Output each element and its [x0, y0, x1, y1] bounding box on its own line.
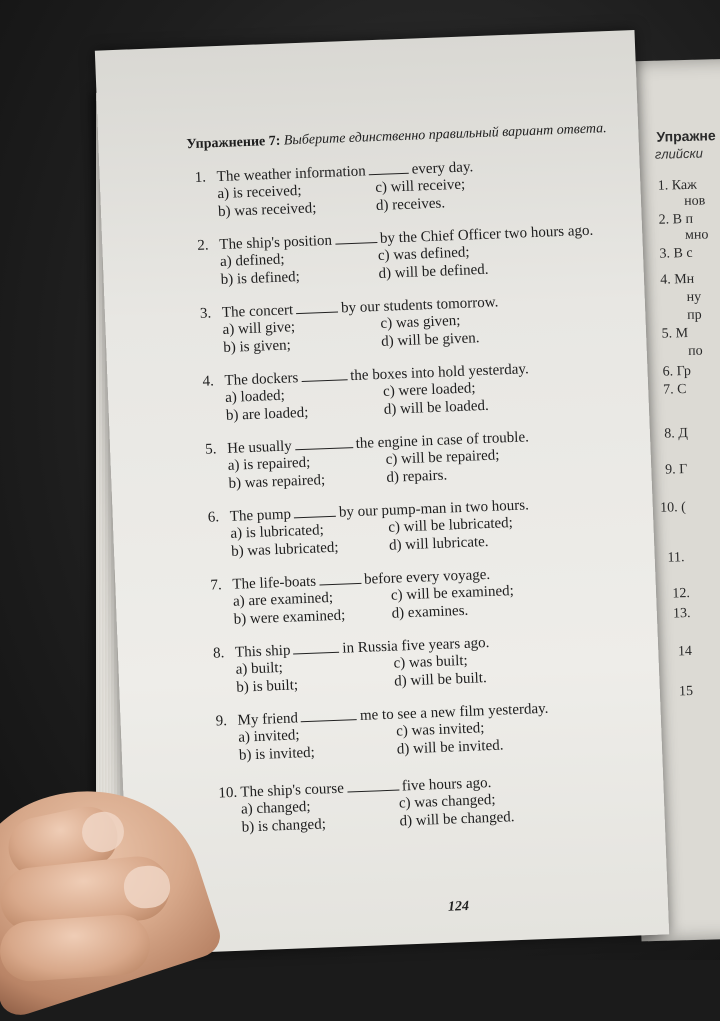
option-d: d) will be defined.: [378, 261, 489, 282]
option-b: b) are loaded;: [225, 404, 309, 424]
question-text-after: before every voyage.: [363, 566, 491, 588]
question-text-after: every day.: [411, 159, 474, 178]
option-b: b) was repaired;: [228, 472, 326, 492]
option-a: a) are examined;: [232, 589, 334, 610]
option-c: c) will be repaired;: [385, 447, 500, 468]
option-b: b) is defined;: [220, 269, 301, 289]
question-4: [202, 357, 624, 427]
option-d: d) will be invited.: [396, 737, 504, 758]
question-number: 7.: [210, 577, 222, 594]
option-a: a) invited;: [237, 727, 300, 746]
answer-blank: [301, 367, 347, 382]
question-text-before: The life-boats: [232, 573, 317, 593]
right-page-item: 9. Г: [665, 462, 688, 478]
option-c: c) will be examined;: [390, 583, 515, 604]
question-text-after: by our pump-man in two hours.: [338, 497, 530, 521]
right-page-item: 8. Д: [664, 426, 689, 442]
question-number: 3.: [199, 305, 212, 322]
option-c: c) was built;: [393, 652, 468, 672]
right-page-item: мно: [684, 227, 709, 244]
option-b: b) is changed;: [241, 816, 327, 836]
question-1: [194, 153, 616, 223]
right-page-item: 14: [677, 644, 693, 660]
option-a: a) defined;: [219, 251, 285, 271]
question-2: [197, 221, 619, 291]
option-d: d) examines.: [391, 602, 469, 622]
book-page: [95, 30, 669, 955]
option-d: d) will be built.: [393, 670, 488, 690]
question-text-after: the engine in case of trouble.: [355, 429, 530, 452]
answer-blank: [319, 571, 361, 586]
answer-blank: [335, 230, 377, 245]
page-number: 124: [447, 898, 470, 915]
question-text-before: The ship's position: [219, 232, 333, 254]
answer-blank: [294, 504, 336, 519]
right-page-item: 2. В п: [658, 211, 694, 228]
right-page-subtitle: глийски: [654, 145, 704, 162]
right-page-item: 6. Гр: [662, 363, 692, 380]
option-d: d) will be changed.: [399, 809, 515, 830]
question-number: 2.: [197, 237, 209, 254]
right-page-item: 12.: [672, 586, 691, 602]
question-text-after: by our students tomorrow.: [340, 294, 499, 317]
option-d: d) receives.: [375, 195, 446, 215]
option-a: a) is received;: [217, 182, 302, 203]
exercise-label: Упражнение 7:: [186, 133, 281, 153]
question-5: [205, 425, 627, 495]
question-number: 1.: [194, 169, 207, 186]
option-a: a) built;: [235, 659, 284, 678]
option-b: b) is built;: [236, 677, 299, 696]
right-page-title: Упражне: [656, 127, 716, 145]
question-10: [218, 768, 640, 838]
question-9: [215, 696, 637, 766]
question-number: 6.: [207, 509, 220, 526]
option-b: b) was received;: [217, 200, 317, 221]
right-page-item: ну: [686, 289, 702, 306]
option-c: c) will receive;: [375, 176, 466, 197]
option-c: c) were loaded;: [382, 380, 476, 400]
finger: [0, 913, 152, 983]
right-page-item: 1. Каж: [657, 177, 698, 194]
question-text-before: The pump: [229, 506, 292, 525]
option-c: c) will be lubricated;: [388, 515, 514, 536]
option-a: a) will give;: [222, 319, 296, 338]
option-c: c) was given;: [380, 312, 461, 332]
right-page-item: пр: [686, 307, 702, 324]
right-page-item: 3. В с: [659, 245, 693, 262]
option-b: b) were examined;: [233, 607, 346, 628]
answer-blank: [294, 435, 352, 450]
right-page-item: 4. Мн: [660, 271, 695, 288]
option-b: b) is given;: [223, 337, 292, 356]
question-8: [213, 628, 635, 698]
question-text-before: My friend: [237, 710, 299, 729]
question-text-before: He usually: [226, 438, 293, 457]
option-a: a) is repaired;: [227, 454, 311, 474]
answer-blank: [293, 640, 339, 655]
question-number: 9.: [215, 713, 228, 730]
question-number: 8.: [212, 645, 225, 662]
right-page-item: 5. М: [661, 325, 689, 342]
option-d: d) will lubricate.: [388, 533, 489, 554]
answer-blank: [368, 161, 408, 176]
option-a: a) loaded;: [224, 387, 286, 406]
question-6: [207, 493, 629, 563]
question-text-after: by the Chief Officer two hours ago.: [379, 222, 594, 247]
option-c: c) was invited;: [395, 720, 485, 740]
question-text-before: The concert: [221, 302, 294, 322]
option-a: a) is lubricated;: [230, 522, 325, 542]
option-d: d) will be given.: [380, 330, 480, 350]
option-b: b) is invited;: [238, 744, 316, 764]
option-d: d) repairs.: [386, 467, 448, 486]
question-text-before: The weather information: [216, 163, 367, 186]
right-page-item: 15: [678, 683, 694, 700]
question-text-before: The ship's course: [240, 780, 345, 801]
exercise-instruction: Выберите единственно правильный вариант ответа.: [283, 121, 607, 149]
question-text-after: in Russia five years ago.: [342, 634, 490, 657]
right-page-item: 7. С: [662, 382, 687, 398]
page-content: [95, 30, 669, 955]
question-text-before: This ship: [234, 642, 291, 661]
option-c: c) was defined;: [377, 244, 470, 264]
question-text-before: The dockers: [224, 370, 299, 389]
option-d: d) will be loaded.: [383, 397, 490, 418]
right-page-item: нов: [683, 193, 706, 210]
answer-blank: [347, 778, 399, 793]
option-c: c) was changed;: [398, 791, 496, 812]
question-number: 10.: [218, 784, 238, 802]
question-7: [210, 561, 632, 631]
right-page-item: 10. (: [660, 500, 687, 516]
question-number: 5.: [204, 441, 217, 458]
right-page-item: 11.: [667, 550, 685, 566]
question-text-after: me to see a new film yesterday.: [359, 700, 549, 725]
answer-blank: [301, 707, 357, 722]
right-page-item: по: [687, 343, 703, 359]
option-a: a) changed;: [240, 798, 311, 818]
right-page-item: 13.: [672, 606, 691, 622]
exercise-title: [186, 121, 607, 153]
answer-blank: [296, 300, 338, 315]
question-3: [200, 289, 622, 359]
question-text-after: the boxes into hold yesterday.: [349, 361, 529, 385]
question-number: 4.: [202, 373, 215, 390]
question-text-after: five hours ago.: [401, 775, 492, 795]
option-b: b) was lubricated;: [230, 539, 339, 560]
